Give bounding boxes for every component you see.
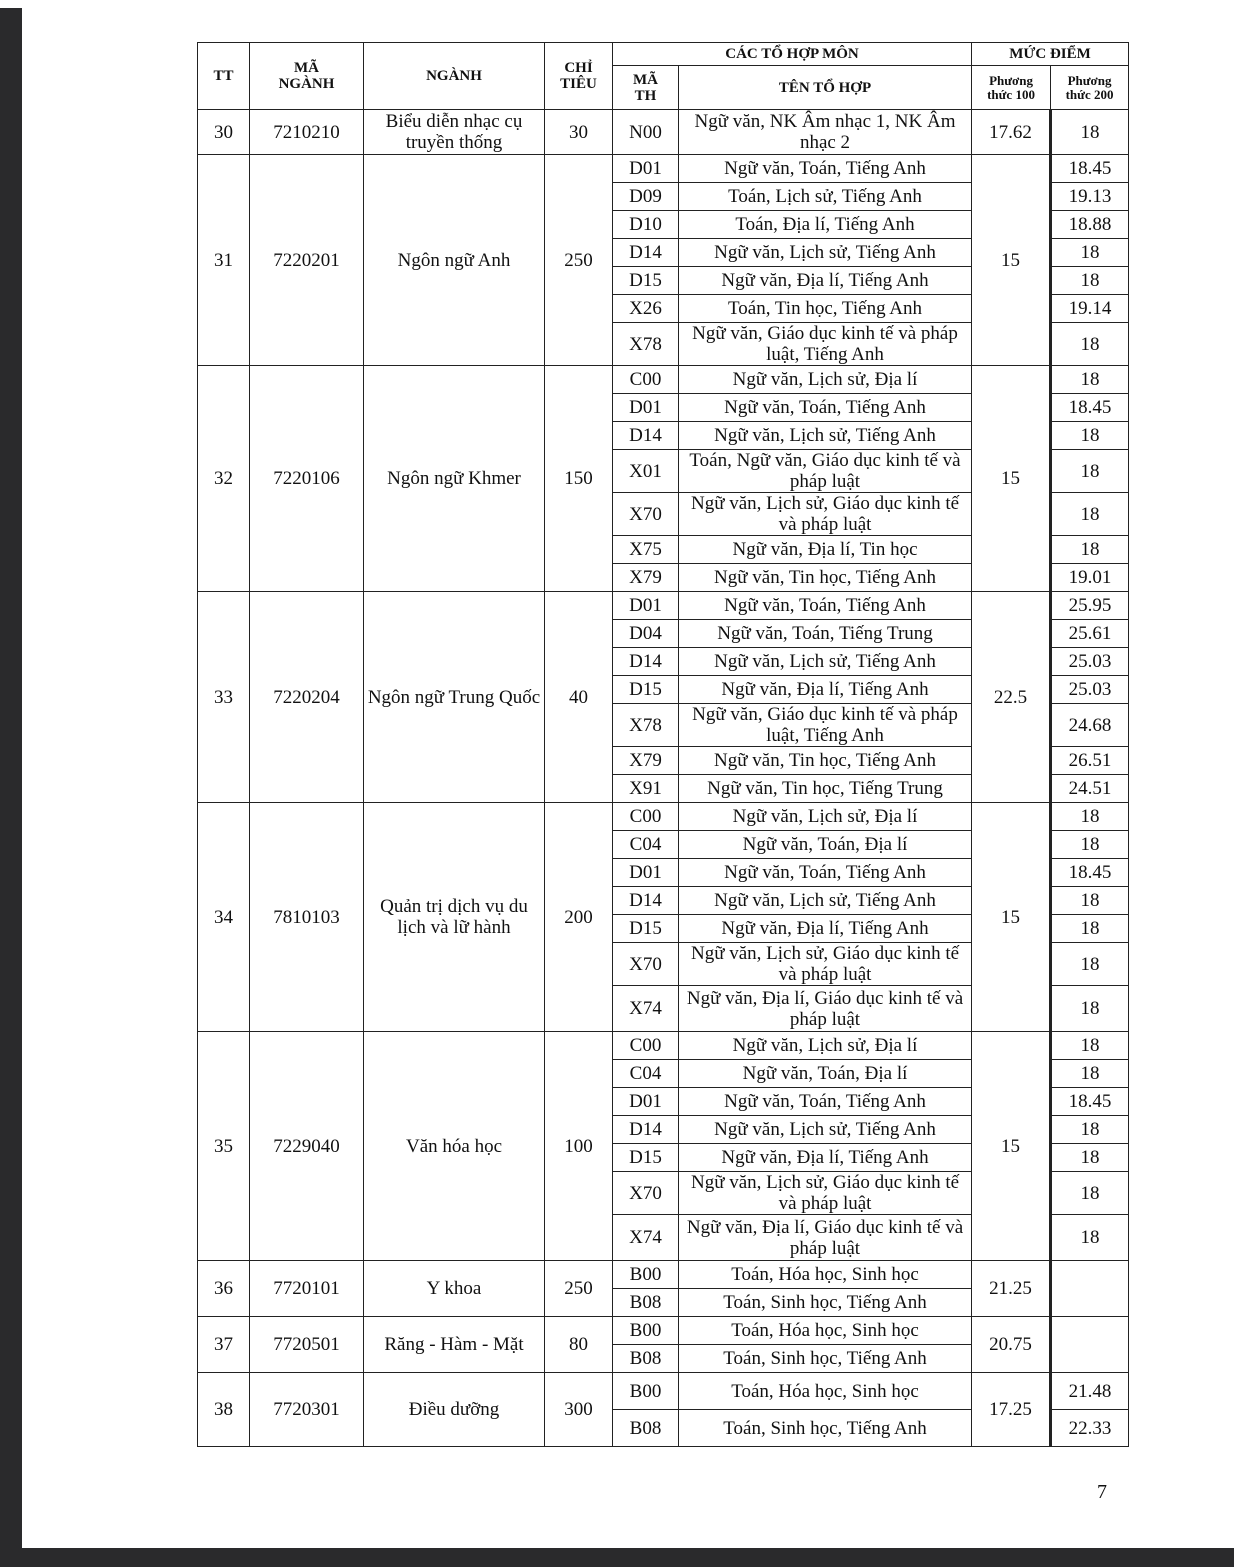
table-row (198, 1317, 1129, 1345)
page-number: 7 (1097, 1481, 1107, 1503)
row-nganh: Văn hóa học (364, 1032, 545, 1261)
score-method-200: 26.51 (1051, 747, 1129, 775)
score-method-200: 18 (1051, 1215, 1129, 1261)
combo-name: Toán, Sinh học, Tiếng Anh (679, 1410, 972, 1447)
combo-code: C04 (613, 831, 679, 859)
combo-name: Ngữ văn, Địa lí, Tiếng Anh (679, 1144, 972, 1172)
combo-name: Toán, Hóa học, Sinh học (679, 1373, 972, 1410)
score-method-200: 18 (1051, 110, 1129, 155)
score-method-200: 25.95 (1051, 592, 1129, 620)
combo-name: Toán, Sinh học, Tiếng Anh (679, 1345, 972, 1373)
header-ma-th-line1: MÃ (633, 71, 658, 88)
score-method-200: 18.45 (1051, 155, 1129, 183)
row-chi-tieu: 40 (545, 592, 613, 803)
row-chi-tieu: 200 (545, 803, 613, 1032)
score-method-200: 18 (1051, 422, 1129, 450)
score-method-200: 19.13 (1051, 183, 1129, 211)
combo-name: Ngữ văn, Lịch sử, Tiếng Anh (679, 1116, 972, 1144)
score-method-100: 15 (972, 803, 1051, 1032)
header-pt100-line1: Phương (989, 72, 1033, 88)
row-ma-nganh: 7220204 (250, 592, 364, 803)
combo-code: B00 (613, 1373, 679, 1410)
combo-name: Ngữ văn, Lịch sử, Tiếng Anh (679, 648, 972, 676)
combo-name: Ngữ văn, Lịch sử, Tiếng Anh (679, 239, 972, 267)
score-method-100: 22.5 (972, 592, 1051, 803)
combo-code: B08 (613, 1345, 679, 1373)
combo-code: X79 (613, 747, 679, 775)
combo-code: D14 (613, 239, 679, 267)
row-ma-nganh: 7810103 (250, 803, 364, 1032)
combo-code: X70 (613, 943, 679, 986)
row-ma-nganh: 7720101 (250, 1261, 364, 1317)
combo-code: D15 (613, 267, 679, 295)
score-method-200: 18 (1051, 986, 1129, 1032)
score-method-200: 22.33 (1051, 1410, 1129, 1447)
combo-code: D14 (613, 1116, 679, 1144)
score-method-200: 18 (1051, 803, 1129, 831)
score-method-200: 18.45 (1051, 1088, 1129, 1116)
score-method-200: 18 (1051, 239, 1129, 267)
combo-name: Ngữ văn, Lịch sử, Địa lí (679, 366, 972, 394)
score-method-100: 15 (972, 1032, 1051, 1261)
score-method-200: 18 (1051, 1172, 1129, 1215)
score-method-200: 18.88 (1051, 211, 1129, 239)
combo-name: Ngữ văn, NK Âm nhạc 1, NK Âm nhạc 2 (679, 110, 972, 155)
header-cac-to-hop-mon: CÁC TỔ HỢP MÔN (613, 43, 972, 66)
score-method-200 (1051, 1261, 1129, 1317)
combo-name: Ngữ văn, Địa lí, Tiếng Anh (679, 915, 972, 943)
combo-name: Ngữ văn, Lịch sử, Tiếng Anh (679, 887, 972, 915)
combo-code: D09 (613, 183, 679, 211)
combo-code: C00 (613, 1032, 679, 1060)
header-ma-nganh (250, 43, 364, 110)
row-tt: 38 (198, 1373, 250, 1447)
combo-name: Ngữ văn, Toán, Tiếng Anh (679, 394, 972, 422)
combo-code: X74 (613, 1215, 679, 1261)
score-method-200: 18 (1051, 831, 1129, 859)
combo-code: D15 (613, 915, 679, 943)
row-tt: 32 (198, 366, 250, 592)
score-method-100: 20.75 (972, 1317, 1051, 1373)
score-method-200: 18 (1051, 366, 1129, 394)
combo-name: Ngữ văn, Toán, Địa lí (679, 831, 972, 859)
combo-code: N00 (613, 110, 679, 155)
combo-code: X74 (613, 986, 679, 1032)
row-chi-tieu: 250 (545, 155, 613, 366)
combo-code: B08 (613, 1289, 679, 1317)
combo-code: D14 (613, 422, 679, 450)
score-method-200: 18 (1051, 1032, 1129, 1060)
table-body (198, 110, 1129, 1447)
row-nganh: Biểu diễn nhạc cụ truyền thống (364, 110, 545, 155)
combo-code: X26 (613, 295, 679, 323)
combo-name: Toán, Địa lí, Tiếng Anh (679, 211, 972, 239)
combo-name: Ngữ văn, Lịch sử, Giáo dục kinh tế và pháp luật (679, 493, 972, 536)
row-nganh: Điều dưỡng (364, 1373, 545, 1447)
combo-name: Ngữ văn, Giáo dục kinh tế và pháp luật, Tiếng Anh (679, 704, 972, 747)
header-muc-diem: MỨC ĐIỂM (972, 43, 1129, 66)
combo-code: D01 (613, 592, 679, 620)
header-phuong-thuc-200 (1051, 66, 1129, 110)
table-row (198, 155, 1129, 183)
row-tt: 37 (198, 1317, 250, 1373)
row-chi-tieu: 80 (545, 1317, 613, 1373)
row-nganh: Y khoa (364, 1261, 545, 1317)
row-chi-tieu: 150 (545, 366, 613, 592)
score-method-100: 15 (972, 366, 1051, 592)
combo-code: C04 (613, 1060, 679, 1088)
combo-code: D01 (613, 859, 679, 887)
admission-score-table (197, 42, 1129, 1447)
combo-name: Ngữ văn, Tin học, Tiếng Trung (679, 775, 972, 803)
row-ma-nganh: 7210210 (250, 110, 364, 155)
combo-code: X70 (613, 1172, 679, 1215)
score-method-200: 18 (1051, 536, 1129, 564)
table-row (198, 1032, 1129, 1060)
combo-code: B00 (613, 1317, 679, 1345)
row-nganh: Quản trị dịch vụ du lịch và lữ hành (364, 803, 545, 1032)
row-nganh: Ngôn ngữ Anh (364, 155, 545, 366)
combo-name: Ngữ văn, Lịch sử, Giáo dục kinh tế và pháp luật (679, 1172, 972, 1215)
header-chi-tieu-line1: CHỈ (564, 60, 593, 76)
score-method-200: 25.03 (1051, 648, 1129, 676)
score-method-200: 19.14 (1051, 295, 1129, 323)
combo-code: X70 (613, 493, 679, 536)
header-chi-tieu-line2: TIÊU (560, 76, 597, 92)
combo-name: Ngữ văn, Toán, Tiếng Trung (679, 620, 972, 648)
score-method-200: 21.48 (1051, 1373, 1129, 1410)
combo-code: X78 (613, 704, 679, 747)
combo-code: D01 (613, 394, 679, 422)
header-pt200-line1: Phương (1067, 72, 1112, 88)
combo-name: Ngữ văn, Địa lí, Tin học (679, 536, 972, 564)
score-method-200: 18 (1051, 887, 1129, 915)
table-row (198, 803, 1129, 831)
combo-name: Toán, Sinh học, Tiếng Anh (679, 1289, 972, 1317)
score-method-200: 25.61 (1051, 620, 1129, 648)
combo-name: Toán, Hóa học, Sinh học (679, 1317, 972, 1345)
combo-code: C00 (613, 803, 679, 831)
header-ma-th-line2: TH (634, 87, 657, 104)
header-chi-tieu (545, 43, 613, 110)
combo-code: D04 (613, 620, 679, 648)
score-method-200: 18 (1051, 1116, 1129, 1144)
combo-name: Ngữ văn, Tin học, Tiếng Anh (679, 747, 972, 775)
document-page (22, 8, 1234, 1548)
table-row (198, 592, 1129, 620)
score-method-200: 18 (1051, 915, 1129, 943)
row-tt: 36 (198, 1261, 250, 1317)
header-ma-nganh-line2: NGÀNH (278, 76, 335, 92)
score-method-200 (1051, 1317, 1129, 1373)
combo-name: Ngữ văn, Lịch sử, Tiếng Anh (679, 422, 972, 450)
row-chi-tieu: 250 (545, 1261, 613, 1317)
row-tt: 30 (198, 110, 250, 155)
score-method-200: 18 (1051, 450, 1129, 493)
score-method-200: 18.45 (1051, 394, 1129, 422)
score-method-200: 24.51 (1051, 775, 1129, 803)
row-tt: 31 (198, 155, 250, 366)
table-row (198, 1261, 1129, 1289)
header-phuong-thuc-100 (972, 66, 1051, 110)
combo-name: Ngữ văn, Lịch sử, Địa lí (679, 1032, 972, 1060)
combo-code: D01 (613, 1088, 679, 1116)
row-nganh: Răng - Hàm - Mặt (364, 1317, 545, 1373)
row-tt: 34 (198, 803, 250, 1032)
score-method-100: 17.62 (972, 110, 1051, 155)
row-nganh: Ngôn ngữ Trung Quốc (364, 592, 545, 803)
row-tt: 35 (198, 1032, 250, 1261)
combo-code: X91 (613, 775, 679, 803)
score-method-200: 18 (1051, 267, 1129, 295)
score-method-200: 18 (1051, 1144, 1129, 1172)
combo-code: D10 (613, 211, 679, 239)
combo-name: Ngữ văn, Toán, Địa lí (679, 1060, 972, 1088)
combo-code: X79 (613, 564, 679, 592)
header-pt200-line2: thức 200 (1065, 86, 1114, 102)
combo-code: D14 (613, 648, 679, 676)
combo-code: D14 (613, 887, 679, 915)
header-ma-th (613, 66, 679, 110)
score-method-200: 18 (1051, 493, 1129, 536)
score-method-200: 19.01 (1051, 564, 1129, 592)
header-pt100-line2: thức 100 (987, 86, 1035, 102)
score-method-200: 18 (1051, 323, 1129, 366)
combo-name: Ngữ văn, Địa lí, Tiếng Anh (679, 267, 972, 295)
row-tt: 33 (198, 592, 250, 803)
bottom-edge (0, 1548, 1234, 1567)
combo-name: Ngữ văn, Giáo dục kinh tế và pháp luật, Tiếng Anh (679, 323, 972, 366)
combo-code: B00 (613, 1261, 679, 1289)
top-edge (0, 0, 1234, 8)
table-row (198, 110, 1129, 155)
combo-name: Ngữ văn, Tin học, Tiếng Anh (679, 564, 972, 592)
combo-code: X01 (613, 450, 679, 493)
row-ma-nganh: 7220106 (250, 366, 364, 592)
table-row (198, 1373, 1129, 1410)
combo-name: Toán, Tin học, Tiếng Anh (679, 295, 972, 323)
combo-name: Ngữ văn, Địa lí, Giáo dục kinh tế và pháp luật (679, 986, 972, 1032)
row-chi-tieu: 30 (545, 110, 613, 155)
header-ten-to-hop: TÊN TỔ HỢP (679, 66, 972, 110)
combo-name: Ngữ văn, Lịch sử, Giáo dục kinh tế và pháp luật (679, 943, 972, 986)
combo-name: Toán, Hóa học, Sinh học (679, 1261, 972, 1289)
table-row (198, 366, 1129, 394)
combo-name: Ngữ văn, Toán, Tiếng Anh (679, 1088, 972, 1116)
header-ma-nganh-line1: MÃ (294, 60, 319, 76)
combo-code: D15 (613, 676, 679, 704)
score-method-100: 15 (972, 155, 1051, 366)
combo-name: Ngữ văn, Toán, Tiếng Anh (679, 859, 972, 887)
combo-name: Toán, Lịch sử, Tiếng Anh (679, 183, 972, 211)
score-method-100: 21.25 (972, 1261, 1051, 1317)
combo-name: Toán, Ngữ văn, Giáo dục kinh tế và pháp luật (679, 450, 972, 493)
row-chi-tieu: 100 (545, 1032, 613, 1261)
combo-code: X75 (613, 536, 679, 564)
combo-code: D01 (613, 155, 679, 183)
score-method-200: 24.68 (1051, 704, 1129, 747)
row-ma-nganh: 7720301 (250, 1373, 364, 1447)
combo-code: X78 (613, 323, 679, 366)
combo-code: D15 (613, 1144, 679, 1172)
row-nganh: Ngôn ngữ Khmer (364, 366, 545, 592)
score-method-100: 17.25 (972, 1373, 1051, 1447)
header-tt: TT (198, 43, 250, 110)
combo-name: Ngữ văn, Toán, Tiếng Anh (679, 155, 972, 183)
combo-name: Ngữ văn, Địa lí, Giáo dục kinh tế và pháp luật (679, 1215, 972, 1261)
combo-name: Ngữ văn, Lịch sử, Địa lí (679, 803, 972, 831)
row-ma-nganh: 7220201 (250, 155, 364, 366)
row-chi-tieu: 300 (545, 1373, 613, 1447)
header-nganh: NGÀNH (364, 43, 545, 110)
combo-name: Ngữ văn, Địa lí, Tiếng Anh (679, 676, 972, 704)
combo-code: B08 (613, 1410, 679, 1447)
score-method-200: 18 (1051, 1060, 1129, 1088)
combo-code: C00 (613, 366, 679, 394)
score-method-200: 18 (1051, 943, 1129, 986)
row-ma-nganh: 7229040 (250, 1032, 364, 1261)
combo-name: Ngữ văn, Toán, Tiếng Anh (679, 592, 972, 620)
score-method-200: 18.45 (1051, 859, 1129, 887)
row-ma-nganh: 7720501 (250, 1317, 364, 1373)
score-method-200: 25.03 (1051, 676, 1129, 704)
